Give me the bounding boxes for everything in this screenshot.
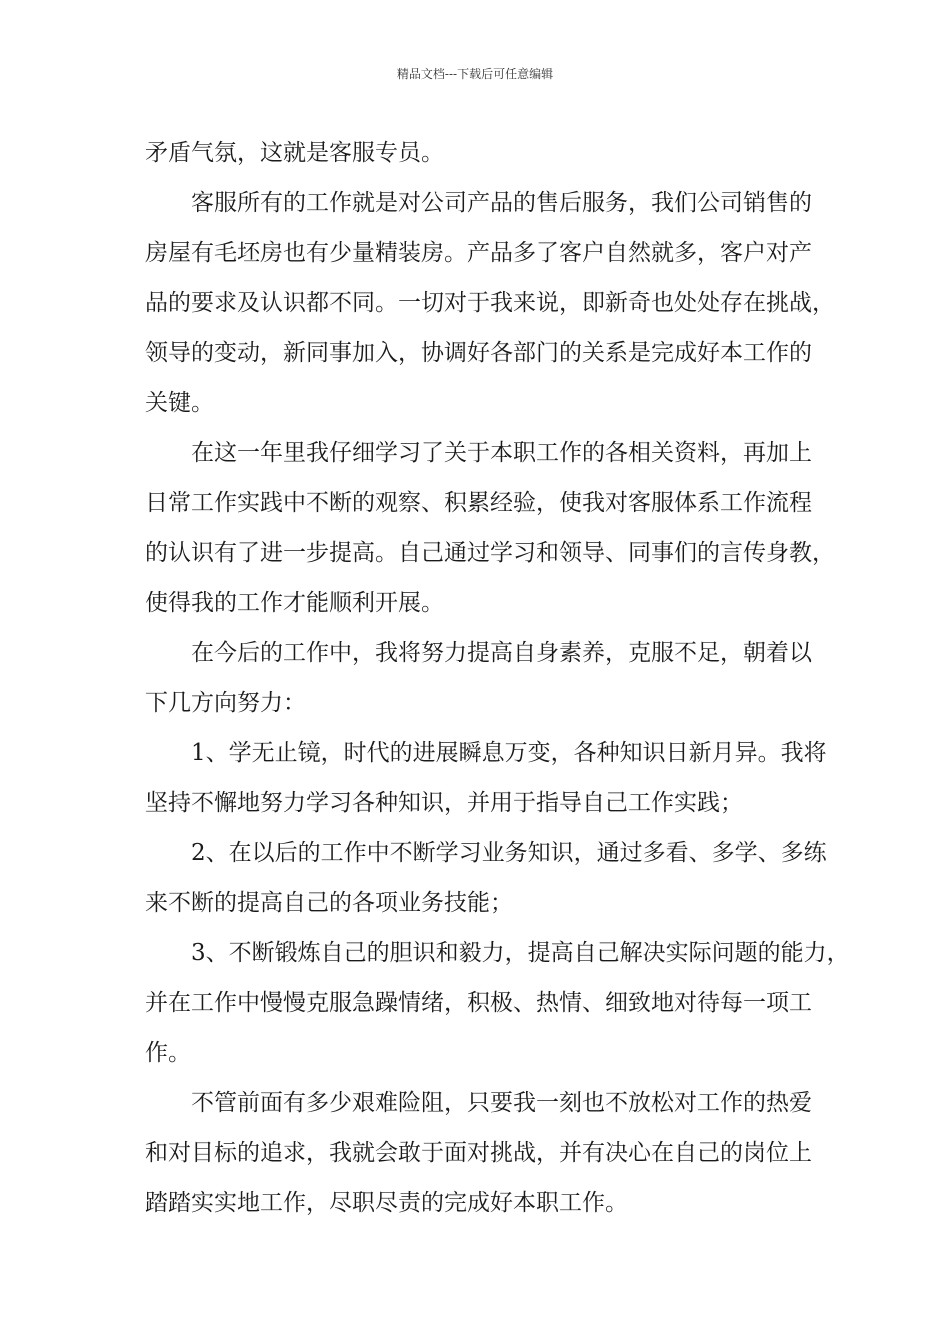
document-body [145,128,850,1228]
text-line: 下几方向努力： [145,690,306,716]
text-line: 使得我的工作才能顺利开展。 [145,590,444,616]
text-line: 不管前面有多少艰难险阻，只要我一刻也不放松对工作的热爱 [191,1090,812,1116]
text-line: 客服所有的工作就是对公司产品的售后服务，我们公司销售的 [191,190,812,216]
text-line: 3、不断锻炼自己的胆识和毅力，提高自己解决实际问题的能力， [191,940,850,966]
text-line: 领导的变动，新同事加入，协调好各部门的关系是完成好本工作的 [145,340,812,366]
text-line: 在这一年里我仔细学习了关于本职工作的各相关资料，再加上 [191,440,812,466]
text-line: 品的要求及认识都不同。一切对于我来说，即新奇也处处存在挑战， [145,290,835,316]
text-line: 的认识有了进一步提高。自己通过学习和领导、同事们的言传身教， [145,540,835,566]
text-line: 作。 [145,1040,191,1066]
text-line: 并在工作中慢慢克服急躁情绪，积极、热情、细致地对待每一项工 [145,990,812,1016]
text-line: 日常工作实践中不断的观察、积累经验，使我对客服体系工作流程 [145,490,812,516]
text-line: 矛盾气氛，这就是客服专员。 [145,140,444,166]
text-line: 2、在以后的工作中不断学习业务知识，通过多看、多学、多练 [191,840,827,866]
text-line: 坚持不懈地努力学习各种知识，并用于指导自己工作实践； [145,790,743,816]
text-line: 来不断的提高自己的各项业务技能； [145,890,513,916]
text-line: 关键。 [145,390,214,416]
page-header: 精品文档---下载后可任意编辑 [396,67,554,81]
text-line: 房屋有毛坯房也有少量精装房。产品多了客户自然就多，客户对产 [145,240,812,266]
text-line: 在今后的工作中，我将努力提高自身素养，克服不足，朝着以 [191,640,812,666]
text-line: 踏踏实实地工作，尽职尽责的完成好本职工作。 [145,1190,628,1216]
text-line: 1、学无止镜，时代的进展瞬息万变，各种知识日新月异。我将 [191,740,827,766]
text-line: 和对目标的追求，我就会敢于面对挑战，并有决心在自己的岗位上 [145,1140,812,1166]
